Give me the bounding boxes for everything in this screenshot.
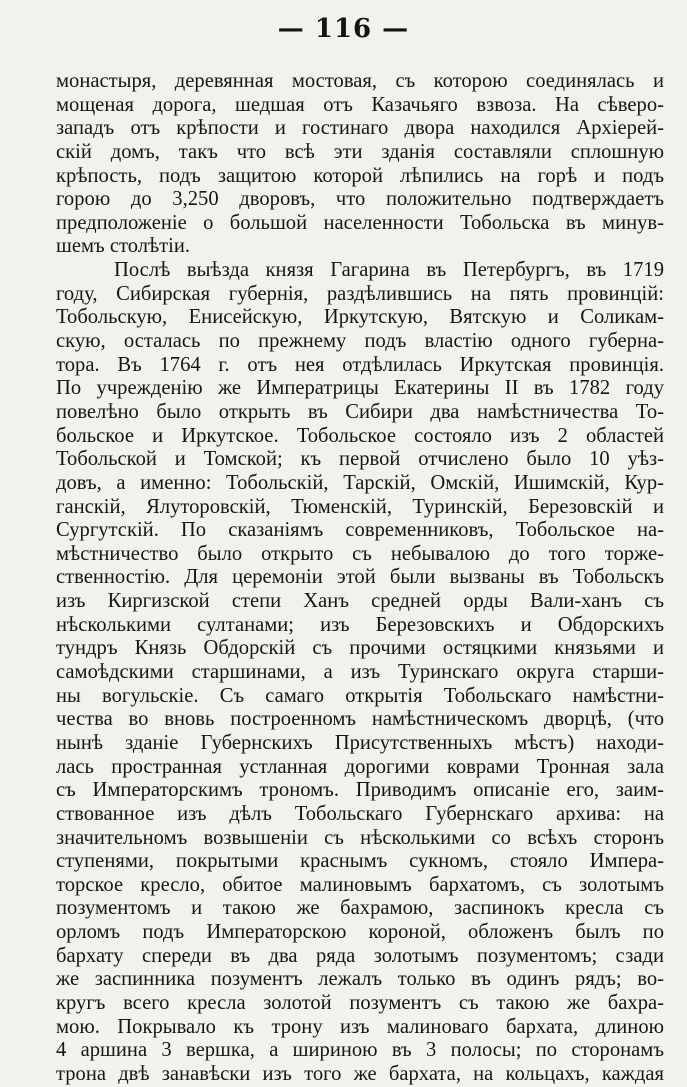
page-number: — 116 — [277, 14, 410, 44]
text-line: Тобольскую, Енисейскую, Иркутскую, Вятскую и Соликам- [56, 306, 664, 329]
text-line: году, Сибирская губернiя, раздѣлившись на пять провинцiй: [56, 282, 664, 305]
text-line: торское кресло, обитое малиновымъ бархатомъ, съ золотымъ [56, 873, 664, 896]
text-line: ганскiй, Ялуторовскiй, Тюменскiй, Туринскiй, Березовскiй и [56, 495, 664, 518]
text-line: трона двѣ занавѣски изъ того же бархата, на кольцахъ, каждая [56, 1062, 664, 1085]
text-line: По учрежденiю же Императрицы Екатерины II въ 1782 году [56, 377, 664, 400]
text-line: самоѣдскими старшинами, а изъ Туринскаго округа старши- [56, 661, 664, 684]
text-line: довъ, а именно: Тобольскiй, Тарскiй, Омскiй, Ишимскiй, Кур- [56, 471, 664, 494]
body-text [56, 70, 664, 1087]
text-line: 4 аршина 3 вершка, а шириною въ 3 полосы; по сторонамъ [56, 1039, 664, 1062]
text-line: изъ Киргизской степи Ханъ средней орды Вали-ханъ съ [56, 590, 664, 613]
text-line: ступенями, покрытыми краснымъ сукномъ, стояло Импера- [56, 850, 664, 873]
text-line: Послѣ выѣзда князя Гагарина въ Петербургъ, въ 1719 [114, 259, 664, 282]
text-line: горою до 3,250 дворовъ, что положительно подтверждаетъ [56, 188, 664, 211]
text-line: же заспинника позументъ лежалъ только въ одинъ рядъ; во- [56, 968, 664, 991]
text-line: съ Императорскимъ трономъ. Приводимъ описанiе его, заим- [56, 779, 664, 802]
text-line: Сургутскiй. По сказанiямъ современниковъ, Тобольское на- [56, 519, 664, 542]
text-line: орломъ подъ Императорскою короной, обложенъ былъ по [56, 921, 664, 944]
text-line: предположенiе о большой населенности Тобольска въ минув- [56, 211, 664, 234]
text-line: бархату спереди въ два ряда золотымъ позументомъ; сзади [56, 944, 664, 967]
text-line: западъ отъ крѣпости и гостинаго двора находился Архiерей- [56, 117, 664, 140]
text-line: ственностiю. Для церемонiи этой были вызваны въ Тобольскъ [56, 566, 664, 589]
text-line: значительномъ возвышенiи съ нѣсколькими со всѣхъ сторонъ [56, 826, 664, 849]
text-line: мощеная дорога, шедшая отъ Казачьяго взвоза. На сѣверо- [56, 93, 664, 116]
text-line: позументомъ и такою же бахрамою, заспинокъ кресла съ [56, 897, 664, 920]
text-line: мою. Покрывало къ трону изъ малиноваго бархата, длиною [56, 1015, 664, 1038]
text-line: чества во вновь построенномъ намѣстническомъ дворцѣ, (что [56, 708, 664, 731]
text-line: нѣсколькими султанами; изъ Березовскихъ и Обдорскихъ [56, 613, 664, 636]
text-line: скую, осталась по прежнему подъ властiю одного губерна- [56, 330, 664, 353]
text-line: монастыря, деревянная мостовая, съ которою соединялась и [56, 70, 664, 92]
text-line: Тобольской и Томской; къ первой отчислено было 10 уѣз- [56, 448, 664, 471]
text-line: лась пространная устланная дорогими коврами Тронная зала [56, 755, 664, 778]
text-line: крѣпость, подъ защитою которой лѣпились на горѣ и подъ [56, 164, 664, 187]
text-line: тора. Въ 1764 г. отъ нея отдѣлилась Иркутская провинцiя. [56, 353, 664, 376]
text-line: ны вогульскiе. Съ самаго открытiя Тобольскаго намѣстни- [56, 684, 664, 707]
text-line: тундръ Князь Обдорскiй съ прочими остяцкими князьями и [56, 637, 664, 660]
text-line: кругъ всего кресла золотой позументъ съ такою же бахра- [56, 991, 664, 1014]
text-line: скiй домъ, такъ что всѣ эти зданiя составляли сплошную [56, 140, 664, 163]
text-line: нынѣ зданiе Губернскихъ Присутственныхъ мѣстъ) находи- [56, 731, 664, 754]
text-line: ствованное изъ дѣлъ Тобольскаго Губернскаго архива: на [56, 802, 664, 825]
text-line: шемъ столѣтiи. [56, 235, 191, 258]
text-line: больское и Иркутское. Тобольское состояло изъ 2 областей [56, 424, 664, 447]
text-line: мѣстничество было открыто съ небывалою до того торже- [56, 542, 664, 565]
text-line: повелѣно было открыть въ Сибири два намѣстничества То- [56, 400, 664, 423]
